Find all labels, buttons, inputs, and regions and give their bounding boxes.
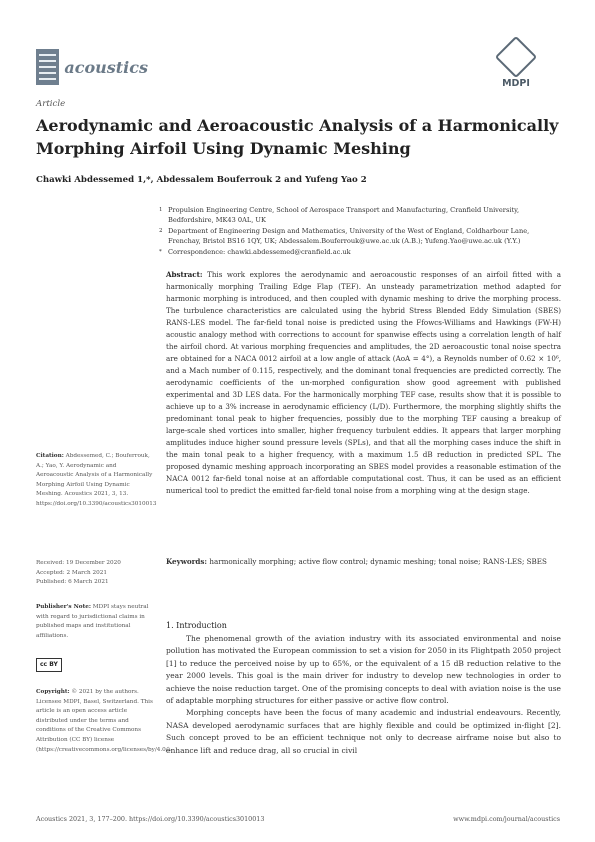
publisher-note-label: Publisher's Note: [36,604,91,610]
publisher-note-text: MDPI stays neutral with regard to jurisdictional claims in published maps and institutional affiliations. [36,604,149,639]
copyright-text: © 2021 by the authors. Licensee MDPI, Basel, Switzerland. This article is an open access article distributed under the terms and conditions of the Creative Commons Attribution (CC BY) license (https://creativecommons.org/licenses/by/4.0/). [36,689,172,753]
citation-block [36,452,157,510]
citation-text: Abdessemed, C.; Bouferrouk, A.; Yao, Y. Aerodynamic and Aeroacoustic Analysis of a Harmonically Morphing Airfoil Using Dynamic Meshing. Acoustics 2021, 3, 13. https://doi.org/10.3390/acoustics3010013 [36,453,157,507]
footer-citation: Acoustics 2021, 3, 177–200. https://doi.org/10.3390/acoustics3010013 [36,815,265,823]
copyright-block [36,688,172,755]
publisher-logo [494,42,538,89]
section-heading: 1. Introduction [166,621,227,630]
abstract [166,269,561,497]
accepted-date: Accepted: 2 March 2021 [36,569,107,576]
copyright-label: Copyright: [36,689,70,695]
dates-block [36,559,154,588]
article-title: Aerodynamic and Aeroacoustic Analysis of a Harmonically Morphing Airfoil Using Dynamic Meshing [36,116,559,158]
journal-name: acoustics [64,57,148,77]
author-list: Chawki Abdessemed 1,*, Abdessalem Bouferrouk 2 and Yufeng Yao 2 [36,175,367,185]
correspondence: * Correspondence: chawki.abdessemed@cranfield.ac.uk [159,248,351,256]
journal-logo [36,48,148,86]
abstract-text: This work explores the aerodynamic and aeroacoustic responses of an airfoil fitted with a harmonically morphing Trailing Edge Flap (TEF). An unsteady parametrization method adapted for harmonic morphing is introduced, and then coupled with dynamic meshing to drive the morphing process. The turbulence characteristics are calculated using the hybrid Stress Blended Eddy Simulation (SBES) RANS-LES model. The far-field tonal noise is predicted using the Ffowcs-Williams and Hawkings (FW-H) acoustic analogy method with corrections to account for spanwise effects using a correlation length of half the airfoil chord. At various morphing frequencies and amplitudes, the 2D aeroacoustic tonal noise spectra are obtained for a NACA 0012 airfoil at a low angle of attack (AoA = 4°), a Reynolds number of 0.62 × 10⁶, and a Mach number of 0.115, respectively, and the dominant tonal frequencies are predicted correctly. The aerodynamic coefficients of the un-morphed configuration show good agreement with published experimental and 3D LES data. For the harmonically morphing TEF case, results show that it is possible to achieve up to a 3% increase in aerodynamic efficiency (L/D). Furthermore, the morphing slightly shifts the predominant tonal peak to higher frequencies, possibly due to the morphing TEF causing a breakup of large-scale shed vortices into smaller, higher frequency turbulent eddies. It appears that larger morphing amplitudes induce higher sound pressure levels (SPLs), and that all the morphing cases induce the shift in the main tonal peak to a higher frequency, with a maximum 1.5 dB reduction in predicted SPL. The proposed dynamic meshing approach incorporating an SBES model provides a reasonable estimation of the NACA 0012 far-field tonal noise at an affordable computational cost. Thus, it can be used as an efficient numerical tool to predict the emitted far-field tonal noise from a morphing wing at the design stage. [166,270,561,495]
keywords [166,556,561,569]
publisher-note [36,603,154,641]
affiliation-2: 2 Department of Engineering Design and Mathematics, University of the West of England, Coldharbour Lane, Frenchay, Bristol BS16 1QY, UK; Abdessalem.Bouferrouk@uwe.ac.uk (A.B.); Yufeng.Yao@uwe.ac.uk (Y.Y.) [159,227,530,246]
published-date: Published: 6 March 2021 [36,579,109,586]
article-type: Article [36,99,66,109]
received-date: Received: 19 December 2020 [36,560,121,566]
paragraph: Morphing concepts have been the focus of many academic and industrial endeavours. Recently, NASA developed aerodynamic surfaces that are highly flexible and could be optimized in-flight [2]. Such concept proved to be an efficient technique not only to decrease airframe noise but also to enhance lift and reduce drag, all so crucial in civil [166,708,561,755]
introduction-body [166,633,561,757]
paragraph: The phenomenal growth of the aviation industry with its associated environmental and noise pollution has motivated the European commission to set a vision for 2050 in its Flightpath 2050 project [1] to reduce the perceived noise by up to 65%, or the equivalent of a 15 dB reduction relative to the year 2000 levels. This goal is the main driver for industry to develop new technologies in order to achieve the noise reduction target. One of the promising concepts to deal with aviation noise is the use of adaptable morphing structures for either passive or active flow control. [166,634,561,706]
keywords-text: harmonically morphing; active flow control; dynamic meshing; tonal noise; RANS-LES; SBES [209,557,547,566]
publisher-name: MDPI [502,78,530,89]
cc-license-icon: cc BY [36,658,62,672]
mdpi-logo-icon [495,36,537,78]
affiliation-1: 1 Propulsion Engineering Centre, School of Aerospace Transport and Manufacturing, Cranfield University, Bedfordshire, MK43 0AL, UK [159,206,520,225]
license-badge [36,655,154,672]
keywords-label: Keywords: [166,557,208,566]
abstract-label: Abstract: [166,270,203,279]
journal-logo-icon [36,49,59,85]
citation-label: Citation: [36,453,64,459]
footer-journal-link[interactable]: www.mdpi.com/journal/acoustics [453,815,560,823]
